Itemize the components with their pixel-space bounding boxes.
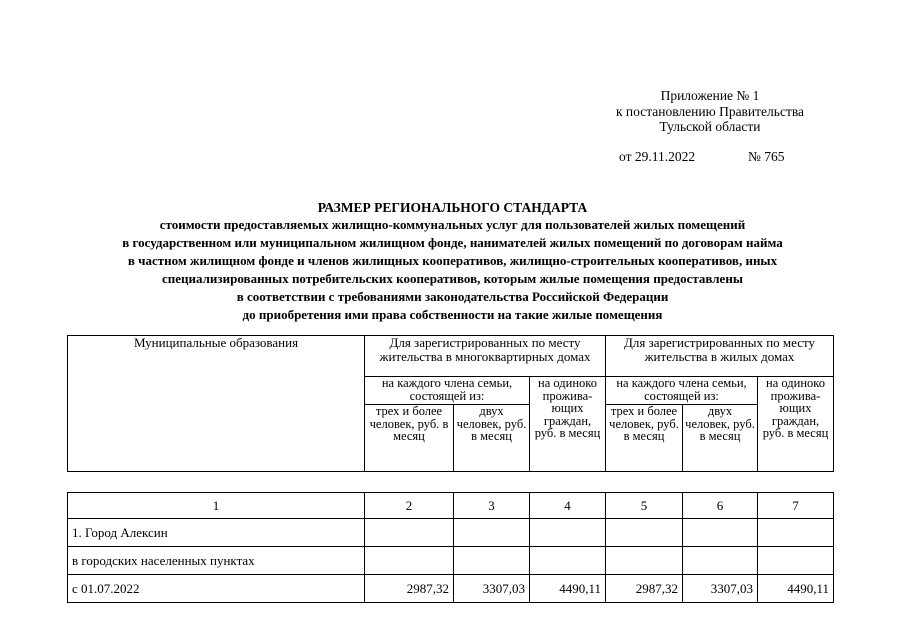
- document-subtitle: [40, 216, 865, 324]
- appendix-line: Тульской области: [659, 119, 761, 134]
- appendix-line: Приложение № 1: [660, 88, 760, 103]
- value-cell: 4490,11: [758, 575, 834, 603]
- value-cell: [365, 519, 454, 547]
- value-cell: 4490,11: [530, 575, 606, 603]
- subtitle-line: до приобретения ими права собственности на такие жилые помещения: [242, 307, 663, 322]
- value-cell: 3307,03: [454, 575, 530, 603]
- column-number: 5: [606, 493, 683, 519]
- header-group-houses: Для зарегистрированных по месту жительства в жилых домах: [606, 336, 834, 377]
- row-label: с 01.07.2022: [68, 575, 365, 603]
- table-row: [68, 575, 834, 603]
- decree-date: от 29.11.2022: [619, 149, 696, 164]
- header-single: на одиноко прожива-ющих граждан, руб. в месяц: [530, 377, 606, 472]
- value-cell: [530, 547, 606, 575]
- value-cell: [606, 547, 683, 575]
- value-cell: [683, 547, 758, 575]
- column-number: 7: [758, 493, 834, 519]
- row-label: 1. Город Алексин: [68, 519, 365, 547]
- header-two: двух человек, руб. в месяц: [454, 405, 530, 472]
- header-group-apartment: Для зарегистрированных по месту жительства в многоквартирных домах: [365, 336, 606, 377]
- column-number: 6: [683, 493, 758, 519]
- value-cell: [758, 547, 834, 575]
- value-cell: [365, 547, 454, 575]
- value-cell: [454, 519, 530, 547]
- header-per-member: на каждого члена семьи, состоящей из:: [365, 377, 530, 405]
- subtitle-line: стоимости предоставляемых жилищно-коммунальных услуг для пользователей жилых помещений: [159, 217, 746, 232]
- value-cell: [606, 519, 683, 547]
- subtitle-line: специализированных потребительских кооперативов, которым жилые помещения предоставлены: [162, 271, 743, 286]
- value-cell: 2987,32: [606, 575, 683, 603]
- subtitle-line: в государственном или муниципальном жилищном фонде, нанимателей жилых помещений по договорам найма: [122, 235, 783, 250]
- header-three-plus: трех и более человек, руб. в месяц: [606, 405, 683, 472]
- value-cell: 2987,32: [365, 575, 454, 603]
- subtitle-line: в соответствии с требованиями законодательства Российской Федерации: [236, 289, 669, 304]
- value-cell: [758, 519, 834, 547]
- value-cell: [530, 519, 606, 547]
- header-two: двух человек, руб. в месяц: [683, 405, 758, 472]
- decree-number: № 765: [748, 149, 785, 164]
- column-number-row: [68, 493, 834, 519]
- value-cell: 3307,03: [683, 575, 758, 603]
- data-table: [67, 492, 834, 603]
- value-cell: [683, 519, 758, 547]
- table-row: [68, 519, 834, 547]
- row-label: в городских населенных пунктах: [68, 547, 365, 575]
- table-row: [68, 547, 834, 575]
- header-table: [67, 335, 834, 472]
- header-single: на одиноко прожива-ющих граждан, руб. в месяц: [758, 377, 834, 472]
- appendix-block: [560, 88, 860, 135]
- value-cell: [454, 547, 530, 575]
- column-number: 3: [454, 493, 530, 519]
- column-number: 1: [68, 493, 365, 519]
- header-three-plus: трех и более человек, руб. в месяц: [365, 405, 454, 472]
- document-title: РАЗМЕР РЕГИОНАЛЬНОГО СТАНДАРТА: [317, 200, 588, 215]
- column-number: 4: [530, 493, 606, 519]
- column-number: 2: [365, 493, 454, 519]
- appendix-line: к постановлению Правительства: [615, 103, 805, 119]
- header-per-member: на каждого члена семьи, состоящей из:: [606, 377, 758, 405]
- header-municipal: Муниципальные образования: [68, 336, 365, 472]
- subtitle-line: в частном жилищном фонде и членов жилищных кооперативов, жилищно-строительных кооперативов, иных: [127, 253, 778, 268]
